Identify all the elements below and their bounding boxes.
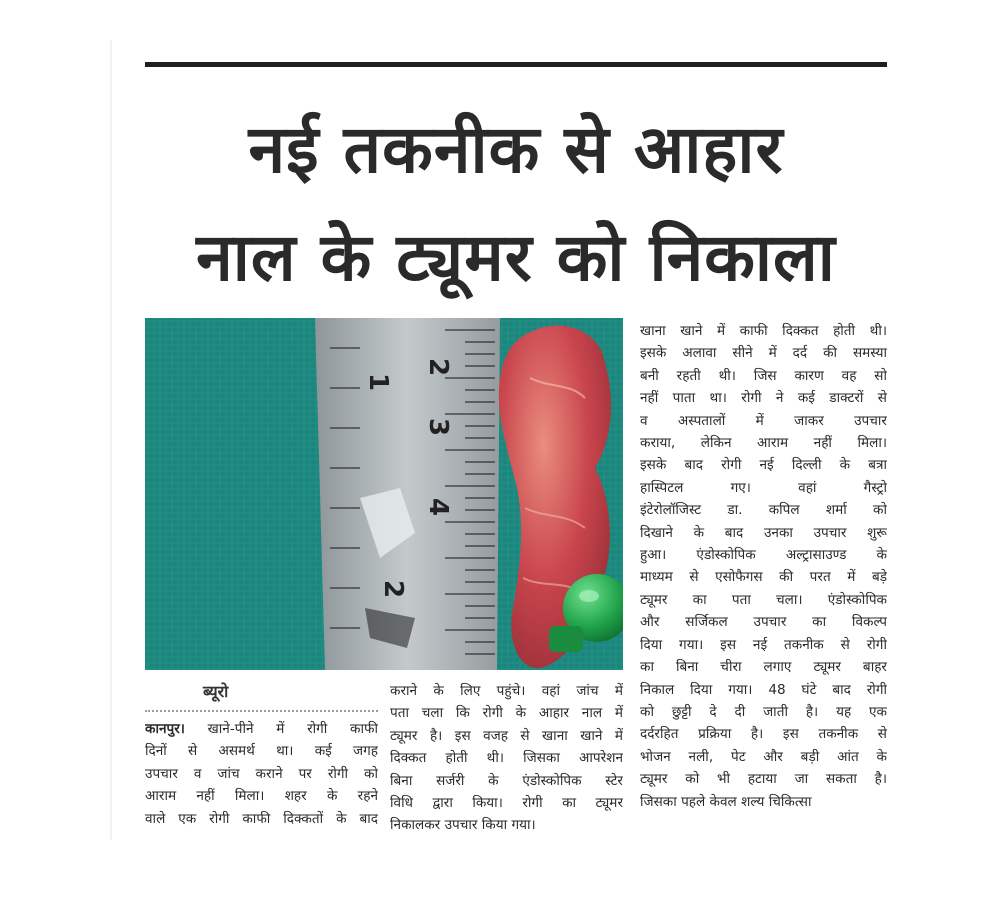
text-line: ट्यूमर है। इस वजह से खाना खाने में bbox=[390, 727, 623, 744]
text-line: दिनों से असमर्थ था। कई जगह bbox=[145, 743, 378, 760]
text-line: बनी रहती थी। जिस कारण वह सो bbox=[640, 367, 887, 384]
steel-ruler bbox=[315, 318, 500, 670]
ruler-number: 1 bbox=[363, 373, 393, 392]
text-line: बिना सर्जरी के एंडोस्कोपिक स्टेर bbox=[390, 772, 623, 789]
headline bbox=[145, 96, 887, 312]
text-line: माध्यम से एसोफैगस की परत में बड़े bbox=[640, 569, 887, 586]
text-line: को छुट्टी दे दी जाती है। यह एक bbox=[640, 703, 887, 720]
text-line: उपचार व जांच कराने पर रोगी को bbox=[145, 765, 378, 782]
article-column-2 bbox=[390, 680, 623, 837]
text-line: खाना खाने में काफी दिक्कत होती थी। bbox=[640, 323, 887, 339]
text-line: का बिना चीरा लगाए ट्यूमर बाहर bbox=[640, 659, 887, 676]
text-line: जिसका पहले केवल शल्य चिकित्सा bbox=[640, 793, 812, 810]
dateline: कानपुर। bbox=[145, 721, 185, 737]
text-line: निकालकर उपचार किया गया। bbox=[390, 817, 536, 834]
text-line: दिखाने के बाद उनका उपचार शुरू bbox=[640, 524, 887, 541]
headline-line-2: नाल के ट्यूमर को निकाला bbox=[196, 219, 836, 296]
article-column-1 bbox=[145, 718, 378, 830]
text-line: विधि द्वारा किया। रोगी का ट्यूमर bbox=[390, 795, 623, 812]
byline-box bbox=[145, 680, 378, 716]
photo-illustration bbox=[145, 318, 623, 670]
text-line: वाले एक रोगी काफी दिक्कतों के बाद bbox=[145, 810, 378, 827]
text-line: दिया गया। इस नई तकनीक से रोगी bbox=[640, 636, 887, 653]
text-line: इसके अलावा सीने में दर्द की समस्या bbox=[640, 345, 887, 362]
headline-line-1: नई तकनीक से आहार bbox=[248, 111, 784, 188]
text-line: हुआ। एंडोस्कोपिक अल्ट्रासाउण्ड के bbox=[640, 547, 887, 564]
text-line: इंटेरोलॉजिस्ट डा. कपिल शर्मा को bbox=[640, 502, 887, 519]
byline-divider bbox=[145, 710, 378, 712]
text-line: दिक्कत होती थी। जिसका आपरेशन bbox=[390, 750, 623, 767]
text-line: दर्दरहित प्रक्रिया है। इस तकनीक से bbox=[640, 726, 887, 743]
text-line: कराने के लिए पहुंचे। वहां जांच में bbox=[390, 683, 623, 699]
page-edge-divider bbox=[110, 40, 112, 840]
article-column-3 bbox=[640, 320, 887, 813]
text-line: ट्यूमर को भी हटाया जा सकता है। bbox=[640, 771, 887, 788]
ruler-number: 3 bbox=[423, 418, 453, 437]
ruler-number: 2 bbox=[378, 580, 408, 599]
text-line: ट्यूमर का पता चला। एंडोस्कोपिक bbox=[640, 591, 887, 608]
text-line: हास्पिटल गए। वहां गैस्ट्रो bbox=[640, 479, 887, 496]
news-photo bbox=[145, 318, 623, 670]
text-line: कानपुर। खाने-पीने में रोगी काफी bbox=[145, 721, 378, 737]
text-line: और सर्जिकल उपचार का विकल्प bbox=[640, 614, 887, 631]
ruler-number: 2 bbox=[423, 358, 453, 377]
top-rule bbox=[145, 62, 887, 67]
text-line: कराया, लेकिन आराम नहीं मिला। bbox=[640, 435, 887, 452]
text-line: व अस्पतालों में जाकर उपचार bbox=[640, 412, 887, 429]
text-line: नहीं पाता था। रोगी ने कई डाक्टरों से bbox=[640, 390, 887, 407]
ruler-number: 4 bbox=[423, 498, 453, 517]
text-line: निकाल दिया गया। 48 घंटे बाद रोगी bbox=[640, 681, 887, 698]
byline: ब्यूरो bbox=[203, 682, 229, 701]
text-line: आराम नहीं मिला। शहर के रहने bbox=[145, 788, 378, 805]
text-line: पता चला कि रोगी के आहार नाल में bbox=[390, 705, 623, 722]
text-line: भोजन नली, पेट और बड़ी आंत के bbox=[640, 748, 887, 765]
text-line: इसके बाद रोगी नई दिल्ली के बत्रा bbox=[640, 457, 887, 474]
